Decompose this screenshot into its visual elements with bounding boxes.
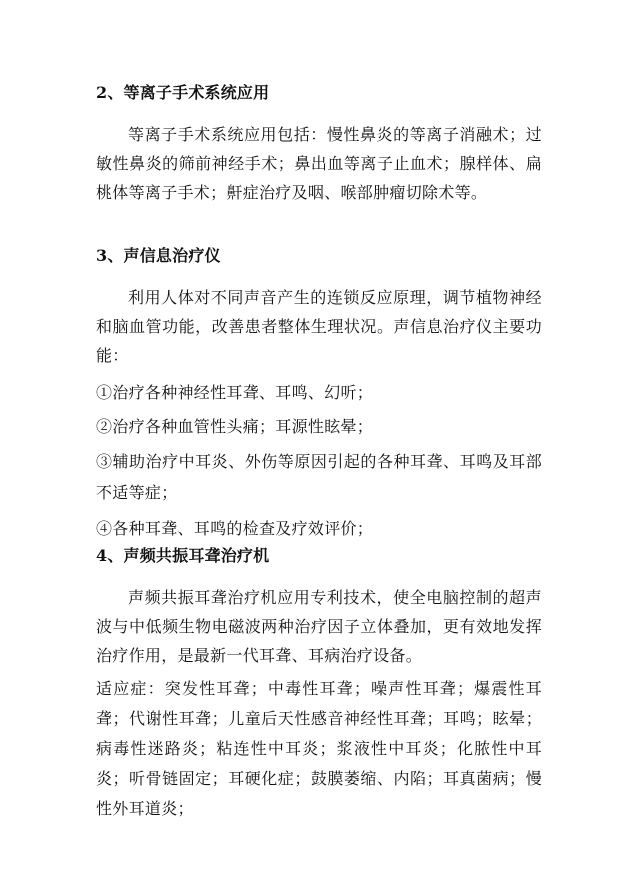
section-plasma-surgery — [96, 82, 542, 207]
section-body: 等离子手术系统应用包括：慢性鼻炎的等离子消融术；过敏性鼻炎的筛前神经手术；鼻出血等离子止血术；腺样体、扁桃体等离子手术；鼾症治疗及咽、喉部肿瘤切除术等。 — [96, 125, 542, 202]
list-item: ④各种耳聋、耳鸣的检查及疗效评价； — [96, 519, 374, 538]
section-heading: 3、声信息治疗仪 — [96, 246, 221, 265]
section-body: 利用人体对不同声音产生的连锁反应原理，调节植物神经和脑血管功能，改善患者整体生理状况。声信息治疗仪主要功能： — [96, 288, 542, 365]
indications-text: 适应症：突发性耳聋；中毒性耳聋；噪声性耳聋；爆震性耳聋；代谢性耳聋；儿童后天性感音神经性耳聋；耳鸣；眩晕；病毒性迷路炎；粘连性中耳炎；浆液性中耳炎；化脓性中耳炎；听骨链固定；耳硬化症；鼓膜萎缩、内陷；耳真菌病；慢性外耳道炎； — [96, 679, 542, 818]
section-body: 声频共振耳聋治疗机应用专利技术，使全电脑控制的超声波与中低频生物电磁波两种治疗因子立体叠加，更有效地发挥治疗作用，是最新一代耳聋、耳病治疗设备。 — [96, 588, 542, 665]
list-item: ③辅助治疗中耳炎、外伤等原因引起的各种耳聋、耳鸣及耳部不适等症； — [96, 452, 542, 502]
section-sound-therapy-device — [96, 245, 542, 546]
section-heading: 4、声频共振耳聋治疗机 — [96, 546, 270, 565]
list-item: ②治疗各种血管性头痛；耳源性眩晕； — [96, 417, 374, 436]
section-resonance-deafness-device — [96, 545, 542, 824]
list-item: ①治疗各种神经性耳聋、耳鸣、幻听； — [96, 383, 374, 402]
section-heading: 2、等离子手术系统应用 — [96, 83, 270, 102]
